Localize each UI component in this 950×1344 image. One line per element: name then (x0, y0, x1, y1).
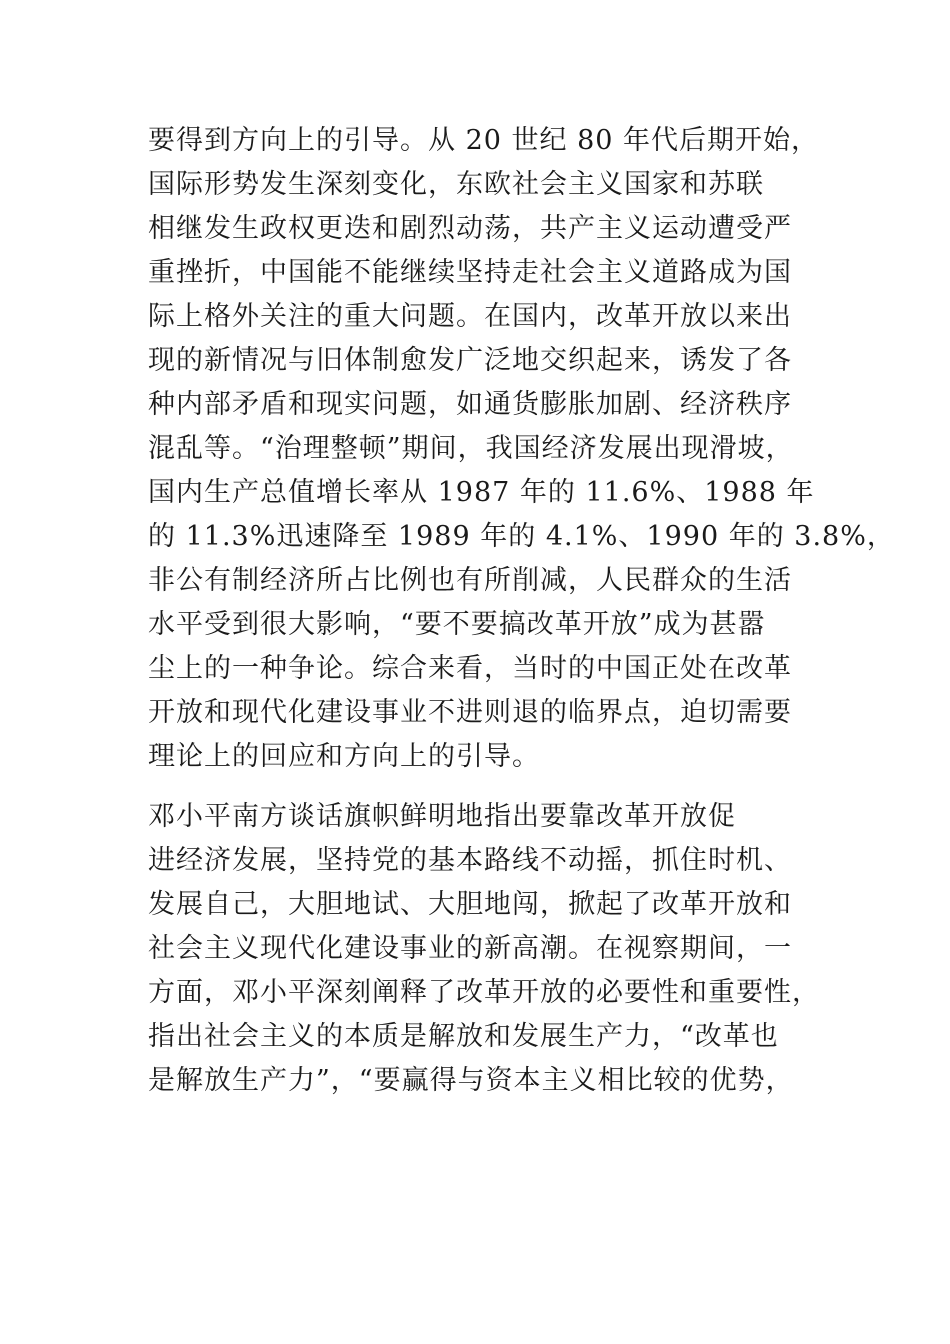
text-line: 国内生产总值增长率从 1987 年的 11.6%、1988 年 (148, 477, 815, 508)
text-line: 国际形势发生深刻变化，东欧社会主义国家和苏联 (148, 169, 764, 200)
text-line: 邓小平南方谈话旗帜鲜明地指出要靠改革开放促 (148, 801, 736, 832)
text-line: 发展自己，大胆地试、大胆地闯，掀起了改革开放和 (148, 889, 792, 920)
paragraph-1 (148, 119, 895, 779)
text-line: 相继发生政权更迭和剧烈动荡，共产主义运动遭受严 (148, 213, 792, 244)
text-line: 非公有制经济所占比例也有所削减，人民群众的生活 (148, 565, 792, 596)
text-line: 尘上的一种争论。综合来看，当时的中国正处在改革 (148, 653, 792, 684)
text-line: 的 11.3%迅速降至 1989 年的 4.1%、1990 年的 3.8%， (148, 521, 895, 552)
paragraph-2 (148, 795, 828, 1103)
text-line: 开放和现代化建设事业不进则退的临界点，迫切需要 (148, 697, 792, 728)
text-line: 理论上的回应和方向上的引导。 (148, 741, 540, 772)
text-line: 混乱等。“治理整顿”期间，我国经济发展出现滑坡， (148, 433, 794, 464)
text-line: 重挫折，中国能不能继续坚持走社会主义道路成为国 (148, 257, 792, 288)
text-line: 要得到方向上的引导。从 20 世纪 80 年代后期开始， (148, 125, 820, 156)
text-line: 方面，邓小平深刻阐释了改革开放的必要性和重要性， (148, 977, 820, 1008)
text-line: 社会主义现代化建设事业的新高潮。在视察期间，一 (148, 933, 792, 964)
text-line: 指出社会主义的本质是解放和发展生产力，“改革也 (148, 1021, 779, 1052)
text-line: 现的新情况与旧体制愈发广泛地交织起来，诱发了各 (148, 345, 792, 376)
text-line: 水平受到很大影响，“要不要搞改革开放”成为甚嚣 (148, 609, 766, 640)
text-line: 际上格外关注的重大问题。在国内，改革开放以来出 (148, 301, 792, 332)
text-line: 是解放生产力”，“要赢得与资本主义相比较的优势， (148, 1065, 794, 1096)
text-line: 种内部矛盾和现实问题，如通货膨胀加剧、经济秩序 (148, 389, 792, 420)
text-line: 进经济发展，坚持党的基本路线不动摇，抓住时机、 (148, 845, 792, 876)
